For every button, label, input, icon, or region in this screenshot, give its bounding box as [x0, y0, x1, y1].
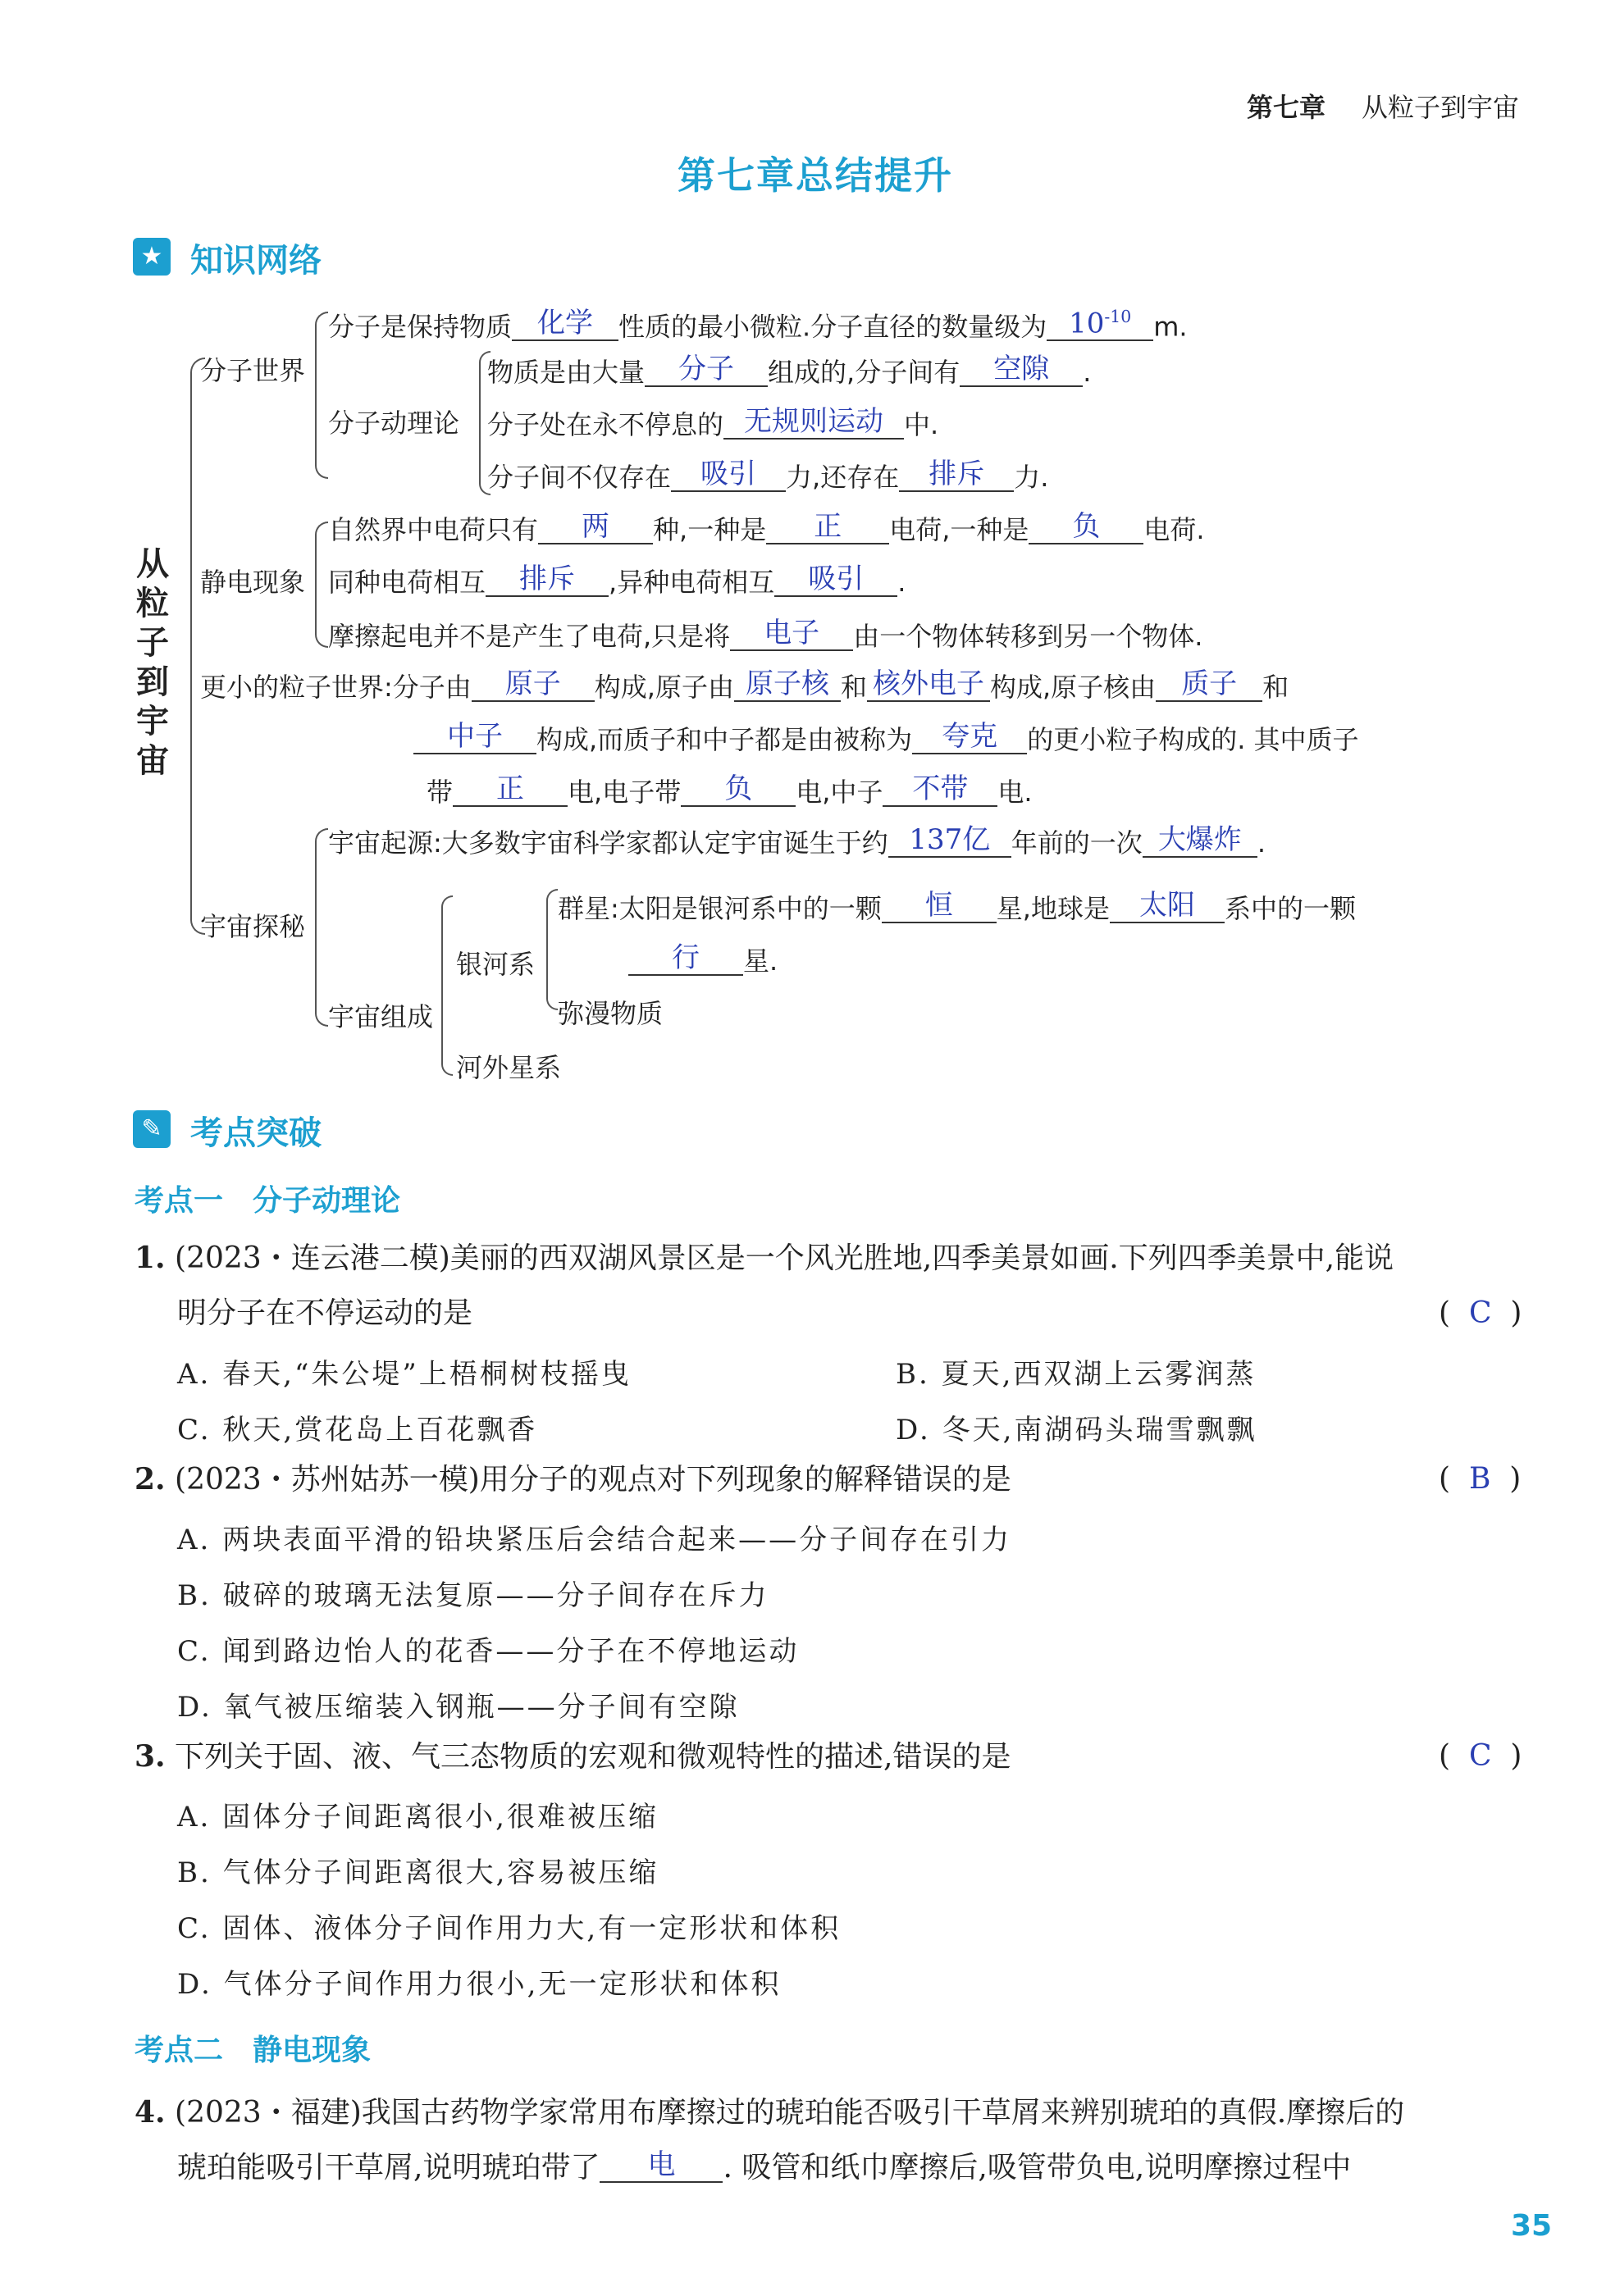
q1-stem-line-1: 1. (2023・连云港二模)美丽的西双湖风景区是一个风光胜地,四季美景如画.下列四季美景中,能说 [135, 1241, 1394, 1275]
answer-blank: 行 [628, 941, 743, 976]
answer-blank: 太阳 [1110, 889, 1225, 923]
answer-blank: 电子 [730, 617, 853, 651]
branch-smaller-particles-line-1: 更小的粒子世界:分子由 原子 构成,原子由 原子核 和 核外电子 构成,原子核由 质子 和 [200, 667, 1289, 703]
answer-blank: 两 [538, 510, 653, 544]
kinetic-line-2: 分子处在永不停息的 无规则运动 中. [487, 405, 939, 440]
section-knowledge: 知识网络 [190, 242, 322, 280]
answer-blank: 夸克 [912, 720, 1027, 754]
page-title: 第七章总结提升 [678, 153, 953, 198]
q3-stem: 3. 下列关于固、液、气三态物质的宏观和微观特性的描述,错误的是 [135, 1739, 1011, 1774]
branch-molecule-world: 分子世界 [200, 355, 306, 386]
q2-stem: 2. (2023・苏州姑苏一模)用分子的观点对下列现象的解释错误的是 [135, 1462, 1011, 1496]
q3-option-a: A. 固体分子间距离很小,很难被压缩 [177, 1801, 659, 1834]
chapter-label: 第七章 [1247, 92, 1326, 123]
kinetic-line-3: 分子间不仅存在 吸引 力,还存在 排斥 力. [487, 458, 1049, 493]
answer-blank: 正 [766, 510, 889, 544]
q1-option-a: A. 春天,“朱公堤”上梧桐树枝摇曳 [177, 1358, 632, 1391]
brace-static [315, 522, 328, 648]
q3-option-b: B. 气体分子间距离很大,容易被压缩 [177, 1856, 659, 1889]
galaxy-stars-line-2: 行 星. [628, 945, 778, 979]
q1-option-c: C. 秋天,赏花岛上百花飘香 [177, 1414, 538, 1446]
q3-answer: ( C ) [1439, 1739, 1522, 1773]
static-line-1: 自然界中电荷只有 两 种,一种是 正 电荷,一种是 负 电荷. [328, 510, 1205, 545]
q2-option-a: A. 两块表面平滑的铅块紧压后会结合起来——分子间存在引力 [177, 1524, 1012, 1556]
answer-blank: 吸引 [774, 563, 897, 597]
star-icon: ★ [133, 238, 171, 276]
q2-option-d: D. 氧气被压缩装入钢瓶——分子间有空隙 [177, 1691, 740, 1724]
answer-blank: $10^{-10}$ [1047, 300, 1153, 341]
q1-option-b: B. 夏天,西双湖上云雾润蒸 [896, 1358, 1257, 1391]
q4-stem-line-1: 4. (2023・福建)我国古药物学家常用布摩擦过的琥珀能否吸引干草屑来辨别琥珀的真假.摩擦后的 [135, 2095, 1405, 2130]
q4-stem-line-2: 琥珀能吸引干草屑,说明琥珀带了 电 . 吸管和纸巾摩擦后,吸管带负电,说明摩擦过程中 [177, 2148, 1352, 2184]
answer-blank: 中子 [413, 720, 536, 754]
answer-blank: 原子 [472, 667, 595, 702]
q1-option-d: D. 冬天,南湖码头瑞雪飘飘 [896, 1414, 1257, 1446]
kp1-heading: 考点一 分子动理论 [135, 1184, 401, 1218]
brace-composition [441, 895, 453, 1076]
answer-blank: 负 [1029, 510, 1143, 544]
universe-origin: 宇宙起源:大多数宇宙科学家都认定宇宙诞生于约 137亿 年前的一次 大爆炸 . [328, 823, 1266, 859]
mindmap-root: 从粒子到宇宙 [136, 544, 169, 780]
brace-molecule-world [315, 312, 328, 479]
answer-blank: 吸引 [671, 458, 786, 492]
answer-blank: 质子 [1156, 667, 1262, 702]
branch-kinetic-theory: 分子动理论 [328, 408, 460, 439]
static-line-2: 同种电荷相互 排斥 ,异种电荷相互 吸引 . [328, 563, 906, 598]
branch-universe: 宇宙探秘 [200, 911, 306, 942]
galaxy-stars-line-1: 群星:太阳是银河系中的一颗 恒 星,地球是 太阳 系中的一颗 [558, 889, 1356, 924]
answer-blank: 不带 [883, 772, 997, 807]
answer-blank: 137亿 [888, 823, 1011, 858]
q3-option-d: D. 气体分子间作用力很小,无一定形状和体积 [177, 1968, 782, 2001]
q2-option-c: C. 闻到路边怡人的花香——分子在不停地运动 [177, 1635, 800, 1668]
q2-answer: ( B ) [1439, 1462, 1522, 1496]
answer-blank: 无规则运动 [723, 405, 904, 440]
answer-blank: 空隙 [960, 353, 1083, 387]
molecule-line-1: 分子是保持物质 化学 性质的最小微粒.分子直径的数量级为 $10^{-10}$ m. [328, 303, 1188, 344]
q1-stem-line-2: 明分子在不停运动的是 [177, 1296, 473, 1330]
root-brace [190, 358, 205, 935]
answer-blank: 分子 [645, 353, 768, 387]
answer-blank: 电 [600, 2148, 723, 2183]
edit-icon: ✎ [133, 1110, 171, 1148]
answer-blank: 大爆炸 [1143, 823, 1257, 858]
branch-static: 静电现象 [200, 567, 306, 598]
answer-blank: 排斥 [899, 458, 1014, 492]
chapter-title: 从粒子到宇宙 [1362, 92, 1520, 123]
galaxy-label: 银河系 [456, 949, 536, 980]
page-number: 35 [1511, 2209, 1553, 2243]
static-line-3: 摩擦起电并不是产生了电荷,只是将 电子 由一个物体转移到另一个物体. [328, 617, 1203, 652]
q1-answer: ( C ) [1439, 1296, 1522, 1330]
answer-blank: 化学 [512, 307, 618, 341]
universe-composition: 宇宙组成 [328, 1001, 434, 1032]
branch-smaller-particles-line-3: 带 正 电,电子带 负 电,中子 不带 电. [427, 772, 1033, 808]
q2-option-b: B. 破碎的玻璃无法复原——分子间存在斥力 [177, 1579, 769, 1612]
section-breakthrough: 考点突破 [190, 1114, 322, 1152]
answer-blank: 排斥 [486, 563, 609, 597]
galaxy-diffuse: 弥漫物质 [558, 998, 664, 1029]
kinetic-line-1: 物质是由大量 分子 组成的,分子间有 空隙 . [487, 353, 1092, 388]
answer-blank: 恒 [882, 889, 997, 923]
answer-blank: 负 [681, 772, 796, 807]
q3-option-c: C. 固体、液体分子间作用力大,有一定形状和体积 [177, 1912, 842, 1945]
answer-blank: 原子核 [734, 667, 841, 702]
outer-galaxies: 河外星系 [456, 1052, 562, 1083]
answer-blank: 核外电子 [867, 667, 990, 702]
brace-universe [315, 828, 328, 1027]
answer-blank: 正 [453, 772, 568, 807]
brace-galaxy [546, 889, 558, 1010]
branch-smaller-particles-line-2: 中子 构成,而质子和中子都是由被称为 夸克 的更小粒子构成的. 其中质子 [413, 723, 1359, 758]
kp2-heading: 考点二 静电现象 [135, 2034, 372, 2067]
